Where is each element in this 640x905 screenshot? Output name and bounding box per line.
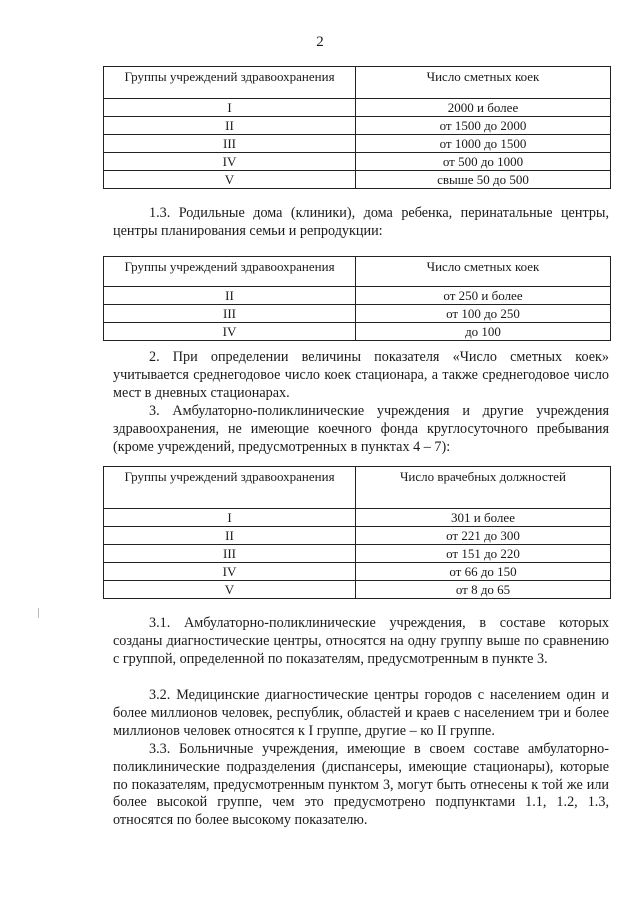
value-cell: от 250 и более (356, 287, 611, 305)
table-row (104, 153, 611, 171)
header-bed-count: Число сметных коек (356, 257, 611, 287)
margin-mark (38, 608, 39, 618)
table-header-row (104, 67, 611, 99)
table-row (104, 527, 611, 545)
table-row (104, 581, 611, 599)
table-row (104, 563, 611, 581)
bed-count-table-2 (103, 256, 611, 341)
table-row (104, 305, 611, 323)
table-row (104, 323, 611, 341)
group-cell: V (104, 171, 356, 189)
paragraph-3-1: 3.1. Амбулаторно-поликлинические учреждения, в составе которых созданы диагностические центры, относятся на одну группу выше по сравнению с группой, определенной по показателям, предусмотренным в пункте 3. (113, 615, 609, 667)
table-row (104, 171, 611, 189)
value-cell: от 1500 до 2000 (356, 117, 611, 135)
header-groups: Группы учреждений здравоохранения (104, 257, 356, 287)
table-row (104, 545, 611, 563)
table-row (104, 99, 611, 117)
group-cell: II (104, 527, 356, 545)
paragraph-3-2: 3.2. Медицинские диагностические центры городов с населением один и более миллионов человек, республик, областей и краев с населением три и более миллионов человек относятся к I группе, другие – ко II группе. (113, 687, 609, 739)
table-row (104, 287, 611, 305)
table-row (104, 509, 611, 527)
value-cell: от 66 до 150 (356, 563, 611, 581)
value-cell: от 500 до 1000 (356, 153, 611, 171)
group-cell: IV (104, 563, 356, 581)
group-cell: I (104, 509, 356, 527)
group-cell: I (104, 99, 356, 117)
group-cell: III (104, 305, 356, 323)
value-cell: от 100 до 250 (356, 305, 611, 323)
header-groups: Группы учреждений здравоохранения (104, 467, 356, 509)
value-cell: от 1000 до 1500 (356, 135, 611, 153)
group-cell: II (104, 287, 356, 305)
value-cell: 301 и более (356, 509, 611, 527)
header-groups: Группы учреждений здравоохранения (104, 67, 356, 99)
group-cell: III (104, 545, 356, 563)
group-cell: IV (104, 153, 356, 171)
table-row (104, 135, 611, 153)
table-header-row (104, 257, 611, 287)
value-cell: 2000 и более (356, 99, 611, 117)
paragraph-3-3: 3.3. Больничные учреждения, имеющие в своем составе амбулаторно-поликлинические подразделения (диспансеры, имеющие стационары), которые по показателям, предусмотренным пунктом 3, могут быть отнесены к той же или более высокой группе, чем это предусмотрено подпунктами 1.1, 1.2, 1.3, относятся по более высокому показателю. (113, 741, 609, 829)
group-cell: III (104, 135, 356, 153)
value-cell: от 221 до 300 (356, 527, 611, 545)
paragraph-1-3: 1.3. Родильные дома (клиники), дома ребенка, перинатальные центры, центры планирования семьи и репродукции: (113, 205, 609, 239)
table-header-row (104, 467, 611, 509)
value-cell: до 100 (356, 323, 611, 341)
group-cell: IV (104, 323, 356, 341)
table-row (104, 117, 611, 135)
page-number: 2 (316, 34, 324, 50)
value-cell: свыше 50 до 500 (356, 171, 611, 189)
paragraph-3: 3. Амбулаторно-поликлинические учреждения и другие учреждения здравоохранения, не имеющие коечного фонда круглосуточного пребывания (кроме учреждений, предусмотренных в пунктах 4 – 7): (113, 403, 609, 455)
value-cell: от 151 до 220 (356, 545, 611, 563)
value-cell: от 8 до 65 (356, 581, 611, 599)
bed-count-table-1 (103, 66, 611, 189)
physician-positions-table (103, 466, 611, 599)
group-cell: V (104, 581, 356, 599)
header-physician-positions: Число врачебных должностей (356, 467, 611, 509)
header-bed-count: Число сметных коек (356, 67, 611, 99)
group-cell: II (104, 117, 356, 135)
paragraph-2: 2. При определении величины показателя «Число сметных коек» учитывается среднегодовое число коек стационара, а также среднегодовое число мест в дневных стационарах. (113, 349, 609, 401)
